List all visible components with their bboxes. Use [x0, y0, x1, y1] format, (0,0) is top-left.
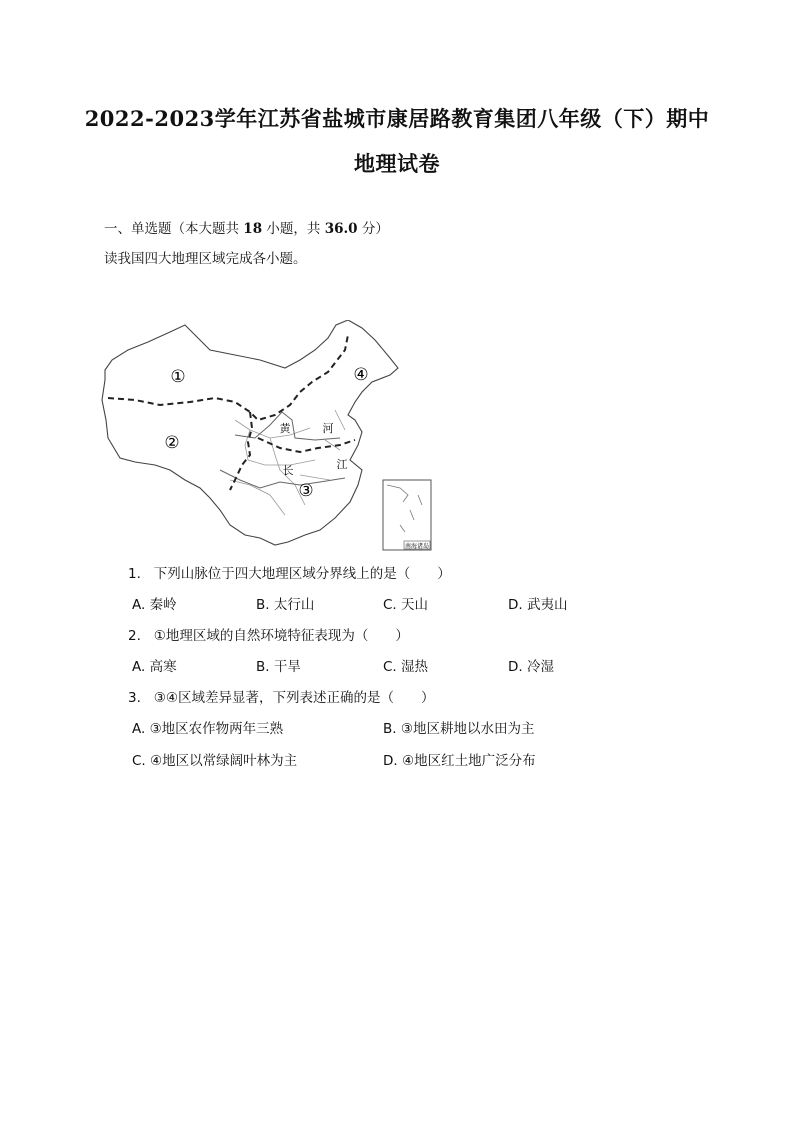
- river-label-huang: 黄: [279, 422, 291, 435]
- region-4-label: ④: [353, 365, 369, 385]
- q1-option-d[interactable]: D. 武夷山: [508, 597, 568, 613]
- question-number: 2.: [128, 628, 141, 644]
- china-regions-map: [100, 320, 440, 555]
- q2-option-a[interactable]: A. 高寒: [132, 659, 177, 675]
- inset-label: 南海诸岛: [404, 543, 430, 550]
- page-title-line-2: 地理试卷: [354, 151, 440, 176]
- q3-option-c[interactable]: C. ④地区以常绿阔叶林为主: [132, 753, 298, 769]
- question-1: [128, 562, 451, 582]
- section-score: 36.0: [324, 221, 358, 237]
- question-number: 3.: [128, 690, 141, 706]
- section-heading: [104, 217, 389, 237]
- q2-option-b[interactable]: B. 干旱: [256, 659, 301, 675]
- question-text: ①地理区域的自然环境特征表现为（ ）: [153, 628, 409, 644]
- region-1-label: ①: [170, 367, 186, 387]
- question-2: [128, 624, 409, 644]
- page-title-line-1: 2022-2023学年江苏省盐城市康居路教育集团八年级（下）期中: [84, 106, 710, 131]
- question-text: 下列山脉位于四大地理区域分界线上的是（ ）: [153, 566, 451, 582]
- q3-option-d[interactable]: D. ④地区红土地广泛分布: [383, 753, 536, 769]
- question-text: ③④区域差异显著，下列表述正确的是（ ）: [153, 690, 435, 706]
- section-mid: 小题，共: [266, 221, 321, 237]
- boundary-qinling: [258, 438, 355, 452]
- q1-option-c[interactable]: C. 天山: [383, 597, 429, 613]
- q3-option-a[interactable]: A. ③地区农作物两年三熟: [132, 721, 284, 737]
- river-label-he: 河: [322, 422, 334, 435]
- q2-option-c[interactable]: C. 湿热: [383, 659, 429, 675]
- q1-option-a[interactable]: A. 秦岭: [132, 597, 177, 613]
- region-3-label: ③: [298, 481, 314, 501]
- q2-option-d[interactable]: D. 冷湿: [508, 659, 554, 675]
- q1-option-b[interactable]: B. 太行山: [256, 597, 315, 613]
- inset-coast: [387, 485, 422, 532]
- region-2-label: ②: [164, 433, 180, 453]
- q3-option-b[interactable]: B. ③地区耕地以水田为主: [383, 721, 535, 737]
- river-label-jiang: 江: [336, 458, 348, 471]
- river-label-chang: 长: [282, 464, 294, 477]
- question-number: 1.: [128, 566, 141, 582]
- section-suffix: 分）: [361, 221, 389, 237]
- section-count: 18: [243, 221, 263, 237]
- section-prefix: 一、单选题（本大题共: [104, 221, 239, 237]
- question-3: [128, 686, 434, 706]
- intro-text: 读我国四大地理区域完成各小题。: [104, 251, 307, 267]
- boundary-north-west: [108, 335, 348, 420]
- inset-frame: [383, 480, 431, 550]
